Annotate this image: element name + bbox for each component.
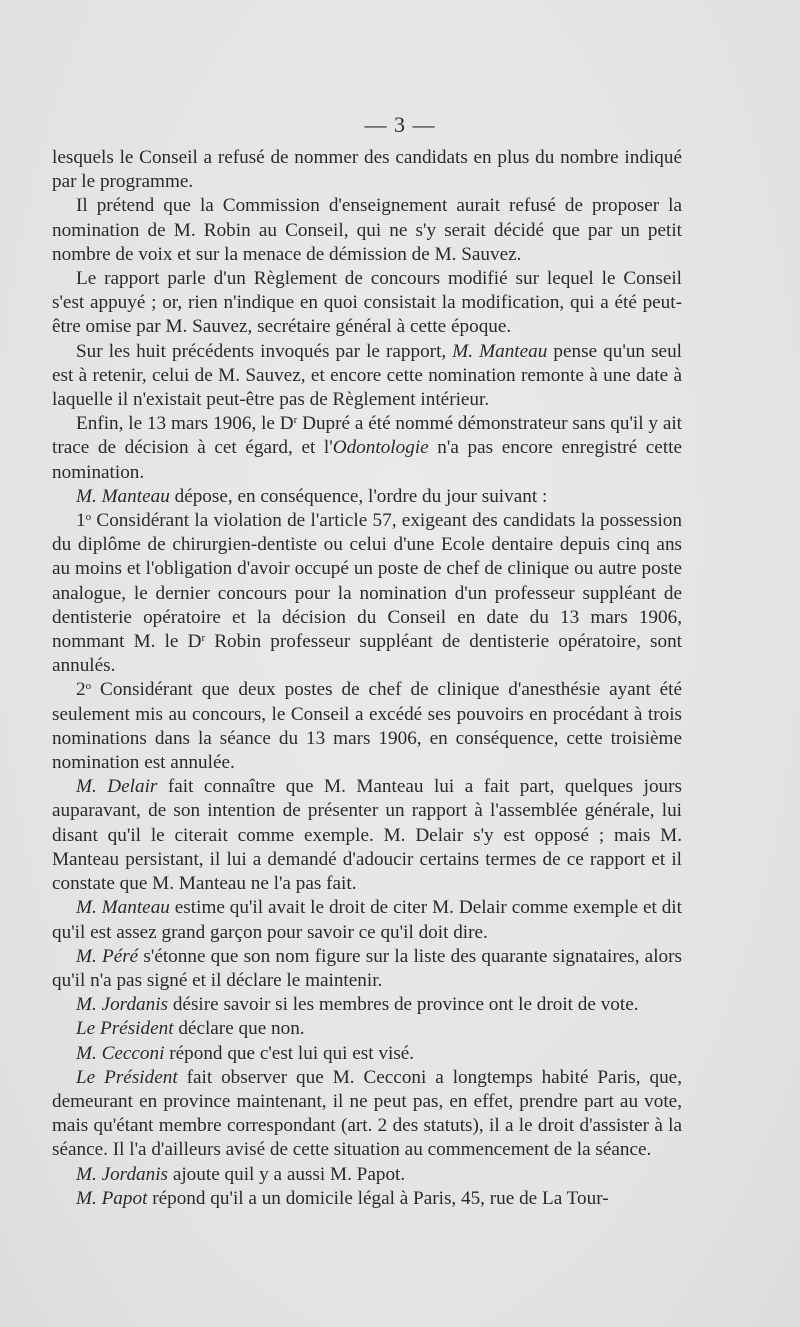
paragraph [52,267,682,340]
italic-name: Odontologie [332,437,429,459]
text-run: 2 [76,679,86,701]
italic-name: M. Cecconi [76,1042,165,1064]
superscript: r [201,632,206,645]
paragraph [52,194,682,267]
italic-name: M. Papot [76,1187,148,1209]
text-run: ajoute quil y a aussi M. Papot. [168,1163,406,1185]
paragraph [52,1042,682,1066]
paragraph [52,1187,682,1211]
text-run: dépose, en conséquence, l'ordre du jour suivant : [169,485,548,507]
paragraph [52,485,682,509]
superscript: o [85,680,92,693]
text-run: s'étonne que son nom figure sur la liste des quarante signataires, alors qu'il n'a pas signé et il déclare le maintenir. [52,945,682,991]
text-run: désire savoir si les membres de province ont le droit de vote. [168,994,639,1016]
text-run: estime qu'il avait le droit de citer M. Delair comme exemple et dit qu'il est assez grand garçon pour savoir ce qu'il doit dire. [52,897,682,943]
text-run: déclare que non. [173,1018,305,1040]
text-run: Dupré a été nommé démonstrateur sans qu'il y ait trace de décision à cet égard, et l' [52,413,682,459]
paragraph [52,1066,682,1163]
text-run: Le rapport parle d'un Règlement de concours modifié sur lequel le Conseil s'est appuyé ; or, rien n'indique en quoi consistait la modification, qui a été peut-être omise par M. Sauvez, secrétaire général à cette époque. [52,268,682,338]
italic-name: M. Jordanis [76,994,169,1016]
paragraph [52,945,682,993]
italic-name: M. Manteau [76,485,170,507]
paragraph [52,1163,682,1187]
text-run: répond qu'il a un domicile légal à Paris, 45, rue de La Tour- [147,1187,609,1209]
italic-name: M. Jordanis [76,1163,169,1185]
text-run: Sur les huit précédents invoqués par le rapport, [76,340,453,362]
paragraph [52,678,682,775]
text-run: fait observer que M. Cecconi a longtemps habité Paris, que, demeurant en province maintenant, il ne peut pas, en effet, prendre part au vote, mais qu'étant membre correspondant (art. 2 des statuts), il a le droit d'assister à la séance. Il l'a d'ailleurs avisé de cette situation au commencement de la séance. [52,1066,682,1161]
italic-name: Le Président [76,1018,174,1040]
text-run: Considérant la violation de l'article 57, exigeant des candidats la possession du diplôme de chirurgien-dentiste ou celui d'une Ecole dentaire depuis cinq ans au moins et l'obligation d'avoir occupé un poste de chef de clinique ou autre poste analogue, le dernier concours pour la nomination d'un professeur suppléant de dentisterie opératoire et la décision du Conseil en date du 13 mars 1906, nommant M. le D [52,510,682,653]
paragraph [52,993,682,1017]
text-run: fait connaître que M. Manteau lui a fait part, quelques jours auparavant, de son intention de présenter un rapport à l'assemblée générale, lui disant qu'il le citerait comme exemple. M. Delair s'y est opposé ; mais M. Manteau persistant, il lui a demandé d'adoucir certains termes de ce rapport et il constate que M. Manteau ne l'a pas fait. [52,776,682,895]
italic-name: M. Péré [76,945,139,967]
text-run: Il prétend que la Commission d'enseignement aurait refusé de proposer la nomination de M. Robin au Conseil, qui ne s'y serait décidé que par un petit nombre de voix et sur la menace de démission de M. Sauvez. [52,195,682,265]
italic-name: M. Manteau [452,340,548,362]
superscript: r [293,414,298,427]
text-run: Enfin, le 13 mars 1906, le D [76,413,294,435]
text-run: pense qu'un seul est à retenir, celui de M. Sauvez, et encore cette nomination remonte à une date à laquelle il n'existait peut-être pas de Règlement intérieur. [52,340,682,411]
paragraph [52,412,682,485]
text-run: lesquels le Conseil a refusé de nommer des candidats en plus du nombre indiqué par le programme. [52,147,682,193]
page-number: — 3 — [364,112,436,137]
paragraph [52,775,682,896]
paragraph [52,146,682,194]
text-run: Robin professeur suppléant de dentisterie opératoire, sont annulés. [52,631,682,677]
text-run: répond que c'est lui qui est visé. [164,1042,415,1064]
body-text [52,146,682,1211]
paragraph [52,340,682,413]
paragraph [52,1017,682,1041]
paragraph [52,509,682,678]
italic-name: M. Delair [76,776,158,798]
italic-name: Le Président [76,1066,178,1088]
text-run: 1 [76,510,86,532]
italic-name: M. Manteau [76,897,170,919]
superscript: o [85,511,92,524]
text-run: Considérant que deux postes de chef de clinique d'anesthésie ayant été seulement mis au concours, le Conseil a excédé ses pouvoirs en procédant à trois nominations dans la séance du 13 mars 1906, en conséquence, cette troisième nomination est annulée. [52,679,682,774]
paragraph [52,896,682,944]
text-run: n'a pas encore enregistré cette nomination. [52,437,682,483]
